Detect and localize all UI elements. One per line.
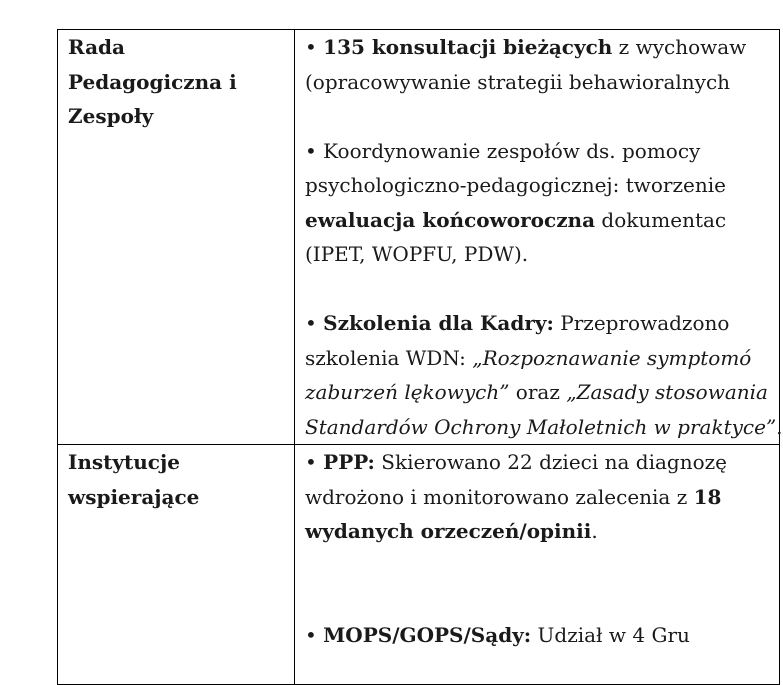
row-label-cell <box>58 30 295 445</box>
text-line <box>305 306 779 341</box>
bold-text: ewaluacja końcoworoczna <box>305 207 596 232</box>
text-line: (IPET, WOPFU, PDW). <box>305 242 529 266</box>
row-content-cell <box>295 30 783 445</box>
bullet: • <box>305 311 324 335</box>
text-line <box>305 375 779 410</box>
text-line <box>305 480 779 515</box>
plain-text: . <box>591 519 598 543</box>
bullet: • <box>305 35 324 59</box>
row-label-line: Instytucje <box>68 450 180 474</box>
text-line: • Koordynowanie zespołów ds. pomocy <box>305 138 701 163</box>
bullet: • <box>305 622 324 647</box>
italic-text: „Zasady stosowania <box>566 380 768 404</box>
table-row <box>58 445 780 685</box>
plain-text: Udział w 4 Gru <box>531 622 690 647</box>
row-label-line: Rada <box>68 35 125 59</box>
italic-text: „Rozpoznawanie symptomó <box>472 345 752 370</box>
text-line <box>305 514 779 549</box>
plain-text: oraz <box>509 380 567 404</box>
bullet: • <box>305 450 324 474</box>
text-line <box>305 341 779 376</box>
text-line <box>305 618 779 653</box>
paragraph-spacer <box>305 99 779 134</box>
paragraph-spacer <box>305 272 779 307</box>
bold-text: PPP: <box>323 450 375 474</box>
plain-text: Skierowano 22 dzieci na diagnozę <box>374 450 728 474</box>
text-line <box>305 30 779 65</box>
bold-text: MOPS/GOPS/Sądy: <box>323 622 532 647</box>
row-label-line: wspierające <box>68 484 200 509</box>
plain-text: szkolenia WDN: <box>305 345 473 370</box>
row-label-line: Zespoły <box>68 104 154 128</box>
text-line <box>305 410 783 445</box>
text-line <box>305 203 779 238</box>
row-content-cell <box>295 445 780 685</box>
italic-text: Standardów Ochrony Małoletnich w praktyce”. <box>305 414 783 439</box>
text-line: (opracowywanie strategii behawioralnych <box>305 69 731 94</box>
plain-text: z wychowaw <box>612 35 747 59</box>
bold-text: wydanych orzeczeń/opinii <box>305 519 592 543</box>
row-label-line: Pedagogiczna i <box>68 69 237 94</box>
text-line: psychologiczno-pedagogicznej: tworzenie <box>305 173 726 197</box>
row-label-cell <box>58 445 295 685</box>
text-line <box>305 445 779 480</box>
plain-text: wdrożono i monitorowano zalecenia z <box>305 484 694 509</box>
bold-text: 18 <box>693 484 722 509</box>
table-row <box>58 30 780 445</box>
bold-text: Szkolenia dla Kadry: <box>323 311 554 335</box>
plain-text: dokumentac <box>595 207 727 232</box>
bold-text: 135 konsultacji bieżących <box>323 35 613 59</box>
italic-text: zaburzeń lękowych” <box>305 380 510 404</box>
report-table <box>57 29 783 685</box>
paragraph-spacer <box>305 549 779 618</box>
plain-text: Przeprowadzono <box>553 311 730 335</box>
